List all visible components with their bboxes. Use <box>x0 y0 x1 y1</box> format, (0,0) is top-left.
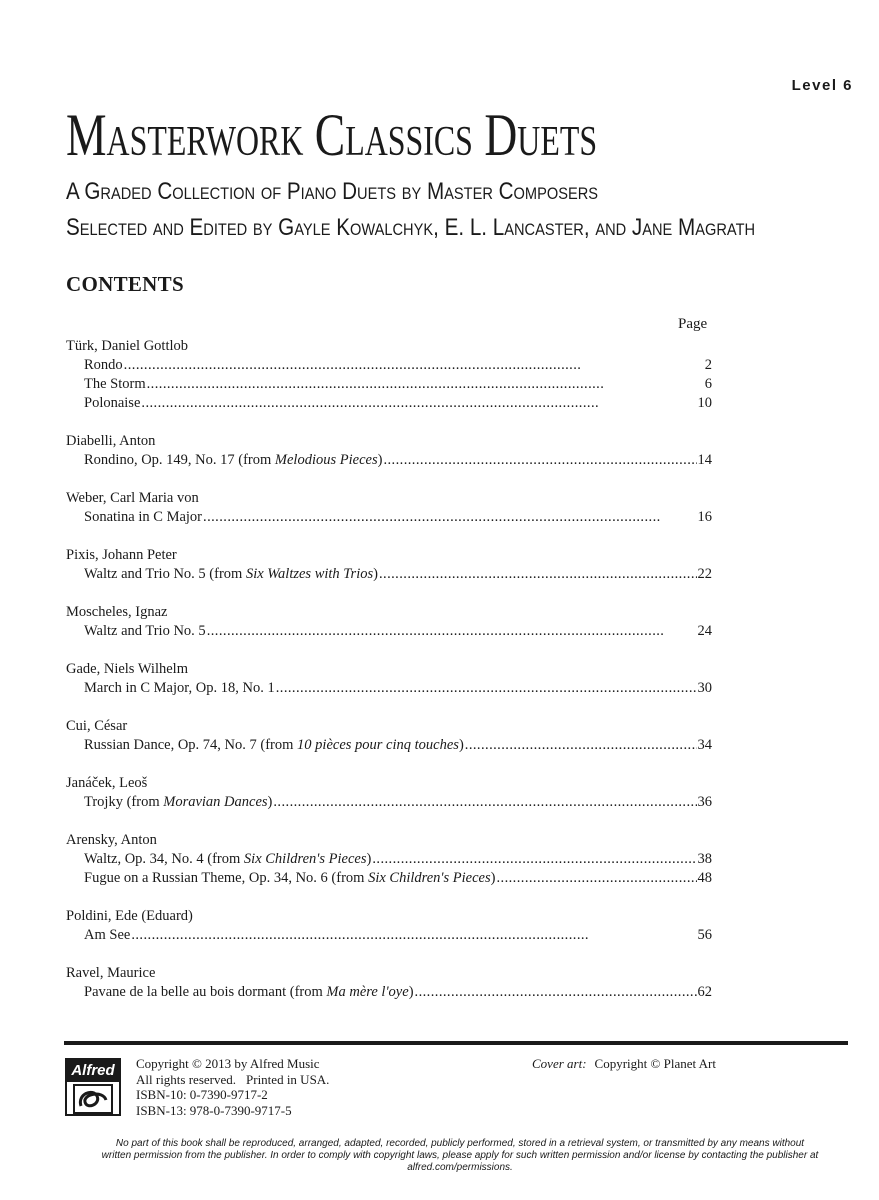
book-title: Masterwork Classics Duets <box>66 102 598 168</box>
dot-leader <box>465 736 697 755</box>
piece-title <box>84 508 202 527</box>
piece-title <box>84 356 123 375</box>
contents-heading: CONTENTS <box>66 272 184 296</box>
page-number: 62 <box>697 984 712 1000</box>
toc-group <box>66 546 712 584</box>
page-number: 22 <box>697 566 712 582</box>
toc-entry <box>66 869 712 888</box>
toc-group <box>66 774 712 812</box>
piece-title-text: March in C Major, Op. 18, No. 1 <box>84 680 275 696</box>
piece-title-text: Waltz, Op. 34, No. 4 (from <box>84 851 244 867</box>
dot-leader <box>383 451 696 470</box>
dot-leader <box>496 869 696 888</box>
collection-title: Six Children's Pieces <box>243 851 367 867</box>
page-column-label: Page <box>678 316 708 332</box>
toc-entry <box>66 356 712 375</box>
collection-title: Moravian Dances <box>163 794 268 810</box>
piece-title-text: Waltz and Trio No. 5 <box>84 623 206 639</box>
toc-group <box>66 717 712 755</box>
piece-title <box>84 736 464 755</box>
footer-rule <box>64 1041 848 1045</box>
piece-title-text: Pavane de la belle au bois dormant (from <box>84 984 327 1000</box>
copyright-line: Copyright © 2013 by Alfred Music <box>136 1056 320 1071</box>
dot-leader <box>131 926 696 945</box>
piece-title-suffix: ) <box>490 870 496 886</box>
toc-group <box>66 432 712 470</box>
collection-title: Ma mère l'oye <box>326 984 409 1000</box>
piece-title <box>84 679 275 698</box>
piece-title-text: Waltz and Trio No. 5 (from <box>84 566 246 582</box>
piece-title-text: Russian Dance, Op. 74, No. 7 (from <box>84 737 298 753</box>
composer-name: Arensky, Anton <box>66 832 157 848</box>
composer-name: Gade, Niels Wilhelm <box>66 661 188 677</box>
composer-name: Poldini, Ede (Eduard) <box>66 908 193 924</box>
dot-leader <box>147 375 704 394</box>
piece-title-text: The Storm <box>84 376 146 392</box>
piece-title <box>84 850 371 869</box>
toc-group <box>66 603 712 641</box>
table-of-contents <box>66 337 712 1021</box>
piece-title <box>84 869 495 888</box>
cover-art-value: Copyright © Planet Art <box>594 1056 716 1071</box>
composer-name: Diabelli, Anton <box>66 433 156 449</box>
piece-title <box>84 375 146 394</box>
piece-title-text: Sonatina in C Major <box>84 509 203 525</box>
toc-entry <box>66 793 712 812</box>
rights-row <box>136 1072 339 1088</box>
toc-entry <box>66 565 712 584</box>
piece-title-text: Polonaise <box>84 395 141 411</box>
toc-entry <box>66 850 712 869</box>
copyright-block <box>136 1056 339 1118</box>
piece-title-suffix: ) <box>366 851 372 867</box>
composer-name: Cui, César <box>66 718 128 734</box>
dot-leader <box>203 508 696 527</box>
rights-text: All rights reserved. <box>136 1071 237 1087</box>
toc-entry <box>66 983 712 1002</box>
page-number: 2 <box>704 357 712 373</box>
composer-name: Janáček, Leoš <box>66 775 148 791</box>
toc-group <box>66 660 712 698</box>
toc-entry <box>66 926 712 945</box>
piece-title <box>84 394 140 413</box>
toc-entry <box>66 394 712 413</box>
page-number: 56 <box>697 927 712 943</box>
page-number: 14 <box>697 452 712 468</box>
toc-group <box>66 907 712 945</box>
toc-group <box>66 489 712 527</box>
dot-leader <box>415 983 697 1002</box>
piece-title-suffix: ) <box>267 794 273 810</box>
page-number: 16 <box>697 509 712 525</box>
page-number: 36 <box>697 794 712 810</box>
toc-entry <box>66 451 712 470</box>
collection-title: Melodious Pieces <box>274 452 378 468</box>
composer-name: Moscheles, Ignaz <box>66 604 168 620</box>
piece-title <box>84 451 382 470</box>
cover-art-credit <box>532 1056 716 1072</box>
piece-title <box>84 793 272 812</box>
piece-title-text: Fugue on a Russian Theme, Op. 34, No. 6 (from <box>84 870 369 886</box>
collection-title: Six Children's Pieces <box>368 870 491 886</box>
book-editors: Selected and Edited by Gayle Kowalchyk, E. L. Lancaster, and Jane Magrath <box>66 214 756 241</box>
collection-title: Six Waltzes with Trios <box>245 566 374 582</box>
toc-entry <box>66 508 712 527</box>
toc-group <box>66 964 712 1002</box>
dot-leader <box>276 679 697 698</box>
piece-title-text: Rondo <box>84 357 123 373</box>
composer-name: Weber, Carl Maria von <box>66 490 199 506</box>
composer-name: Ravel, Maurice <box>66 965 156 981</box>
alfred-logo-emblem-icon <box>73 1084 113 1114</box>
piece-title <box>84 983 414 1002</box>
piece-title-text: Am See <box>84 927 131 943</box>
composer-name: Pixis, Johann Peter <box>66 547 177 563</box>
piece-title <box>84 565 378 584</box>
piece-title-suffix: ) <box>408 984 414 1000</box>
toc-entry <box>66 375 712 394</box>
page-number: 6 <box>704 376 712 392</box>
composer-name: Türk, Daniel Gottlob <box>66 338 189 354</box>
page-number: 38 <box>697 851 712 867</box>
isbn-10: ISBN-10: 0-7390-9717-2 <box>136 1087 268 1102</box>
page-number: 30 <box>697 680 712 696</box>
legal-notice: No part of this book shall be reproduced, arranged, adapted, recorded, publicly performed, stored in a retrieval system, or transmitted by any means without written permission from the publisher. In order to comply with copyright laws, please apply for such written permission and/or license by contacting the publisher at alfred.com/permissions. <box>101 1138 819 1173</box>
toc-entry <box>66 622 712 641</box>
collection-title: 10 pièces pour cinq touches <box>297 737 459 753</box>
dot-leader <box>141 394 696 413</box>
cover-art-label: Cover art: <box>532 1056 587 1071</box>
piece-title-text: Trojky (from <box>84 794 164 810</box>
dot-leader <box>379 565 697 584</box>
piece-title <box>84 622 206 641</box>
toc-group <box>66 831 712 888</box>
page-number: 10 <box>697 395 712 411</box>
piece-title-suffix: ) <box>377 452 383 468</box>
dot-leader <box>273 793 696 812</box>
dot-leader <box>124 356 704 375</box>
page-number: 24 <box>697 623 712 639</box>
book-subtitle: A Graded Collection of Piano Duets by Master Composers <box>66 178 599 205</box>
piece-title <box>84 926 130 945</box>
toc-group <box>66 337 712 413</box>
toc-entry <box>66 679 712 698</box>
page-number: 34 <box>697 737 712 753</box>
dot-leader <box>372 850 696 869</box>
page-number: 48 <box>697 870 712 886</box>
piece-title-suffix: ) <box>373 566 378 582</box>
toc-entry <box>66 736 712 755</box>
dot-leader <box>207 622 697 641</box>
level-label: Level 6 <box>791 77 853 94</box>
isbn-13: ISBN-13: 978-0-7390-9717-5 <box>136 1102 292 1118</box>
piece-title-suffix: ) <box>458 737 464 753</box>
alfred-logo-text: Alfred <box>67 1060 119 1082</box>
printed-text: Printed in USA. <box>246 1071 330 1087</box>
alfred-logo <box>65 1058 121 1116</box>
piece-title-text: Rondino, Op. 149, No. 17 (from <box>84 452 275 468</box>
